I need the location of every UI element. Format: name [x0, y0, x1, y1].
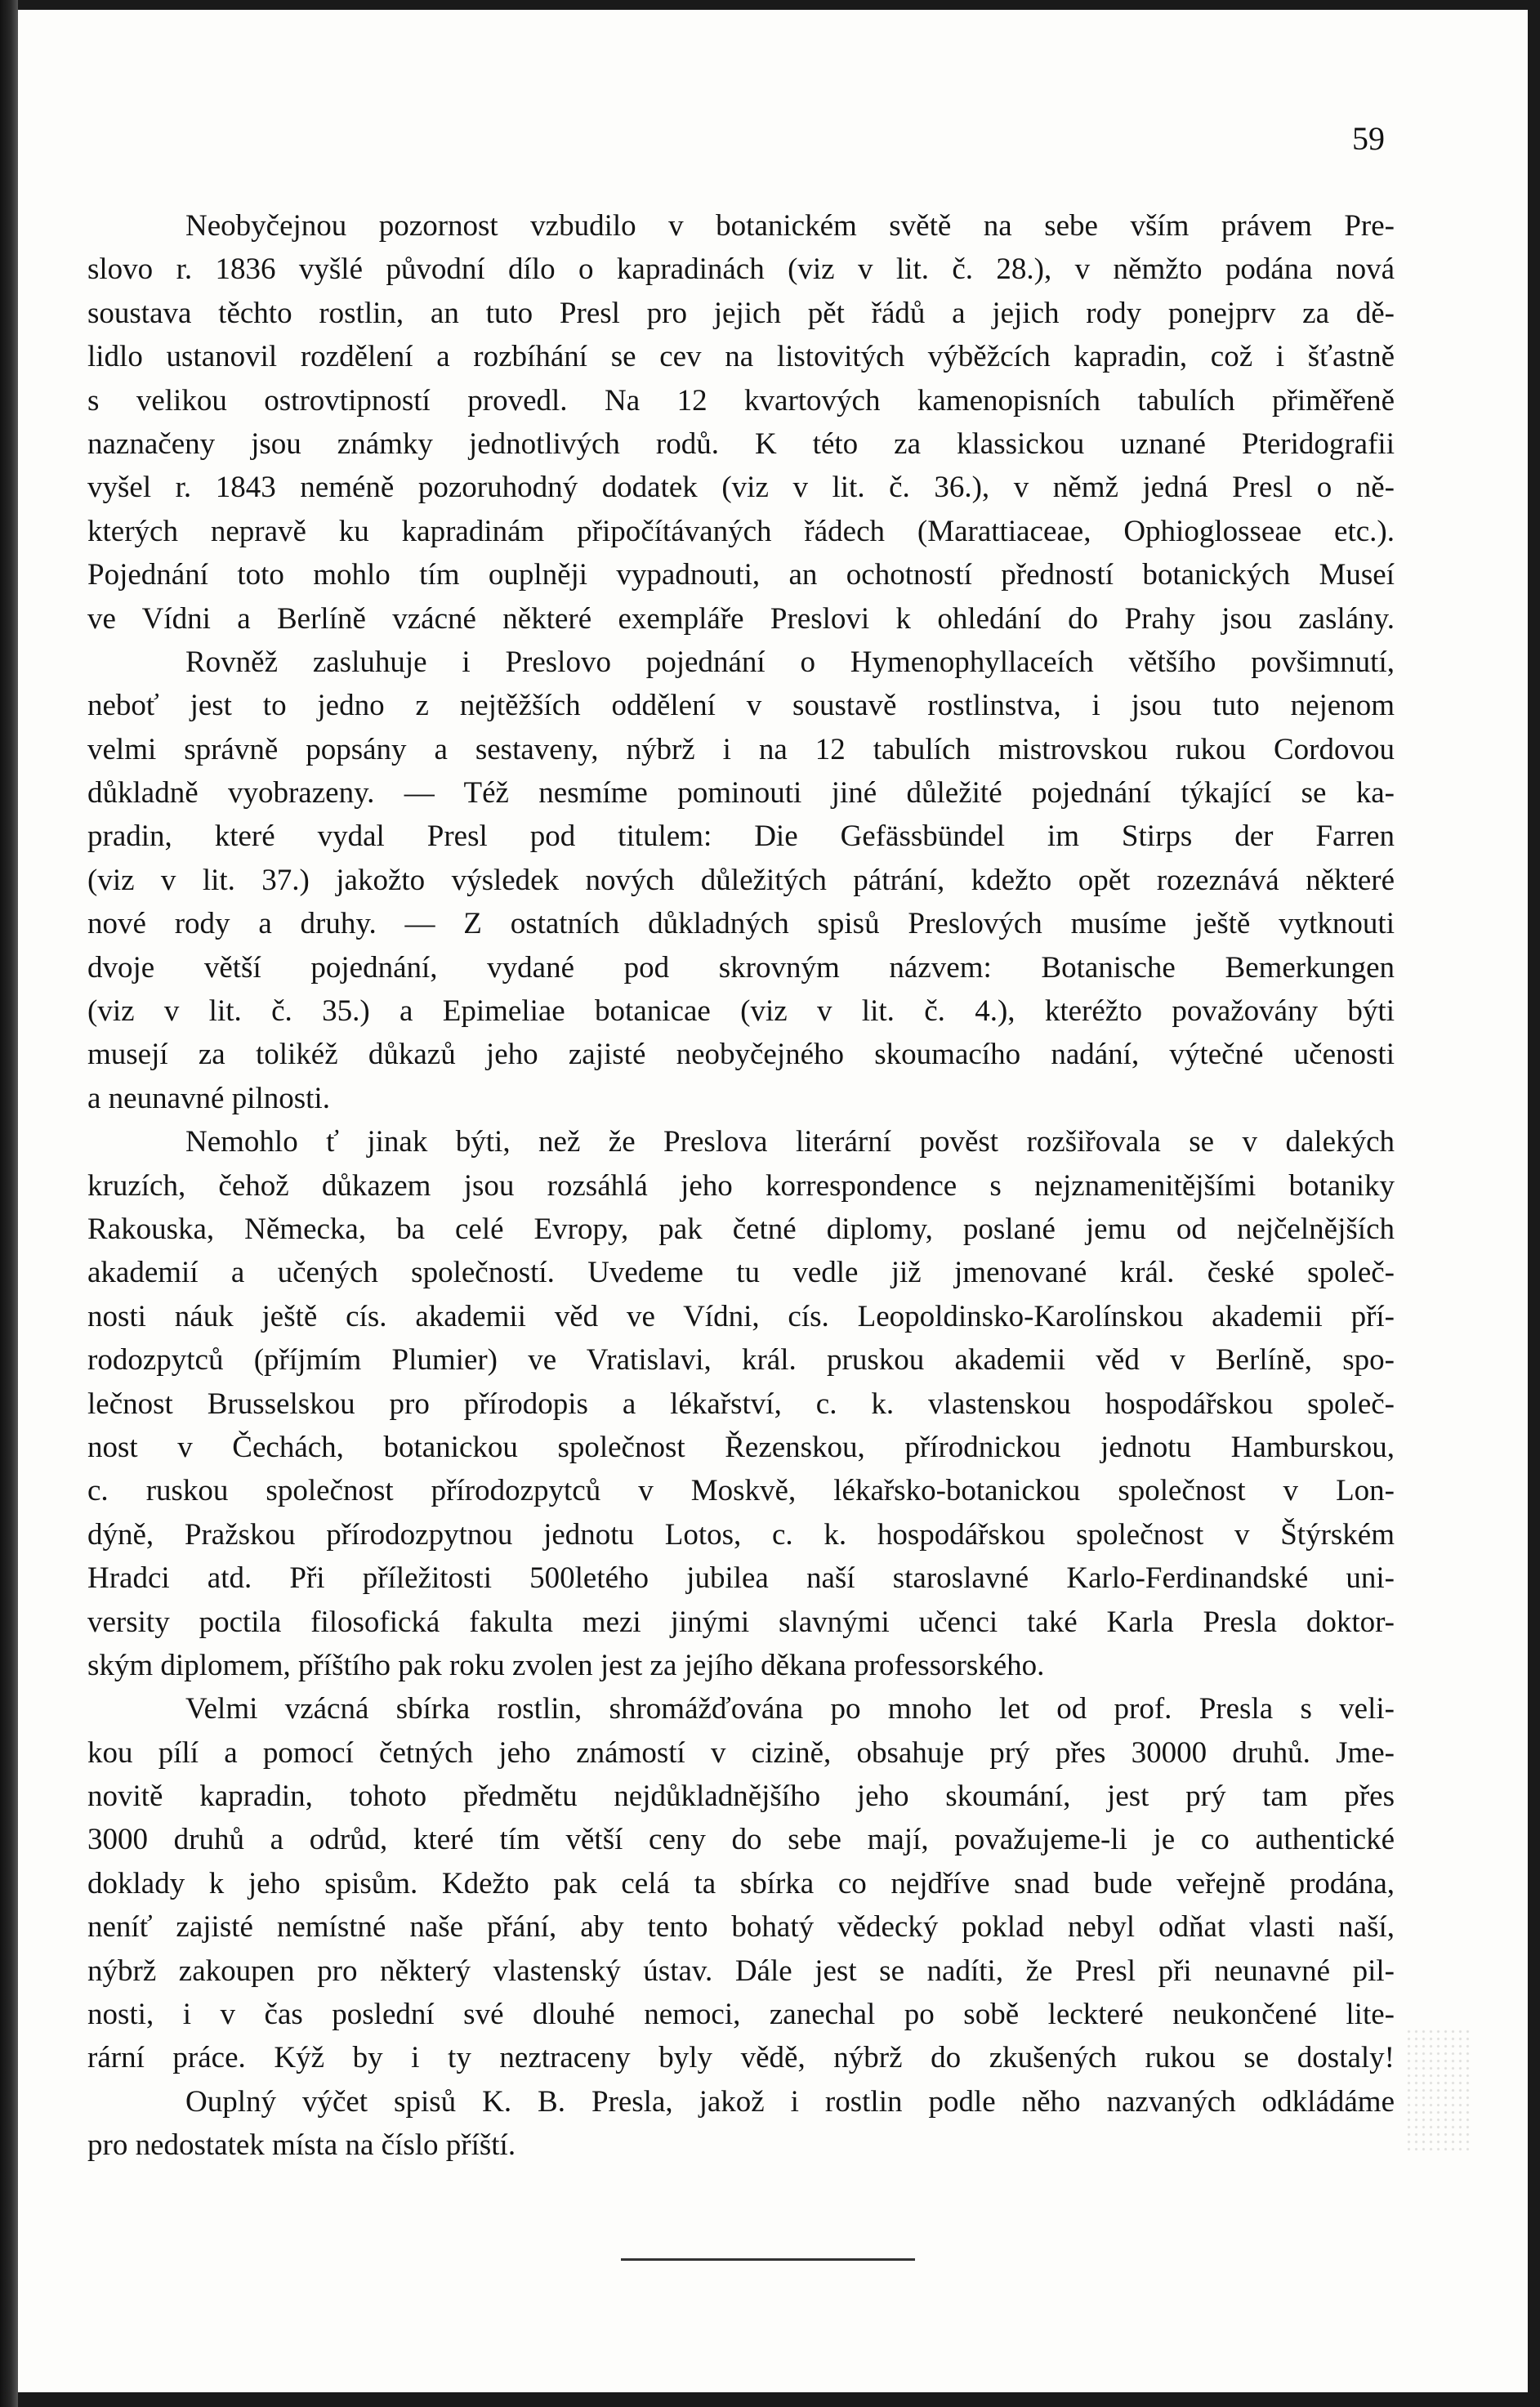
text-line: Nemohlo ť jinak býti, než že Preslova literární pověst rozšiřovala se v dalekých	[185, 1125, 1395, 1159]
text-line: ským diplomem, příštího pak roku zvolen jest za jejího děkana professorského.	[87, 1648, 1045, 1682]
body-text	[87, 204, 1395, 2168]
text-line: pradin, které vydal Presl pod titulem: Die Gefässbündel im Stirps der Farren	[87, 819, 1395, 854]
text-line: rární práce. Kýž by i ty neztraceny byly vědě, nýbrž do zkušených rukou se dostaly!	[87, 2041, 1395, 2075]
text-line: 3000 druhů a odrůd, které tím větší ceny do sebe mají, považujeme-li je co authentické	[87, 1823, 1395, 1857]
text-line: neníť zajisté nemístné naše přání, aby tento bohatý vědecký poklad nebyl odňat vlasti naší,	[87, 1910, 1395, 1945]
text-line: rodozpytců (příjmím Plumier) ve Vratislavi, král. pruskou akademii věd v Berlíně, spo-	[87, 1343, 1395, 1378]
text-line: slovo r. 1836 vyšlé původní dílo o kapradinách (viz v lit. č. 28.), v němžto podána nová	[87, 252, 1395, 287]
text-line: nost v Čechách, botanickou společnost Řezenskou, přírodnickou jednotu Hamburskou,	[87, 1430, 1395, 1464]
text-line: a neunavné pilnosti.	[87, 1081, 330, 1115]
text-line: Rakouska, Německa, ba celé Evropy, pak četné diplomy, poslané jemu od nejčelnějších	[87, 1212, 1395, 1246]
book-binding-edge	[0, 0, 18, 2407]
text-line: Pojednání toto mohlo tím ouplněji vypadnouti, an ochotností předností botanických Museí	[87, 558, 1395, 592]
paper-speckle	[1405, 2028, 1471, 2150]
text-line: vyšel r. 1843 neméně pozoruhodný dodatek (viz v lit. č. 36.), v němž jedná Presl o ně-	[87, 471, 1395, 505]
text-line: velmi správně popsány a sestaveny, nýbrž i na 12 tabulích mistrovskou rukou Cordovou	[87, 732, 1395, 766]
text-line: Velmi vzácná sbírka rostlin, shromážďována po mnoho let od prof. Presla s veli-	[185, 1692, 1395, 1726]
text-line: Rovněž zasluhuje i Preslovo pojednání o Hymenophyllaceích většího povšimnutí,	[185, 645, 1395, 679]
text-line: versity poctila filosofická fakulta mezi jinými slavnými učenci také Karla Presla doktor-	[87, 1605, 1395, 1639]
text-line: musejí za tolikéž důkazů jeho zajisté neobyčejného skoumacího nadání, výtečné učenosti	[87, 1038, 1395, 1072]
text-line: neboť jest to jedno z nejtěžších oddělení v soustavě rostlinstva, i jsou tuto nejenom	[87, 689, 1395, 723]
text-line: doklady k jeho spisům. Kdežto pak celá ta sbírka co nejdříve snad bude veřejně prodána,	[87, 1866, 1395, 1900]
text-line: naznačeny jsou známky jednotlivých rodů. K této za klassickou uznané Pteridografii	[87, 426, 1395, 461]
text-line: Ouplný výčet spisů K. B. Presla, jakož i rostlin podle něho nazvaných odkládáme	[185, 2084, 1395, 2119]
text-line: nosti, i v čas poslední své dlouhé nemoci, zanechal po sobě leckteré neukončené lite-	[87, 1998, 1395, 2032]
text-line: lidlo ustanovil rozdělení a rozbíhání se cev na listovitých výběžcích kapradin, což i šťastně	[87, 340, 1395, 374]
text-line: akademií a učených společností. Uvedeme tu vedle již jmenované král. české společ-	[87, 1256, 1395, 1290]
text-line: (viz v lit. 37.) jakožto výsledek nových důležitých pátrání, kdežto opět rozeznává některé	[87, 863, 1395, 897]
section-end-rule	[621, 2258, 915, 2261]
text-line: ve Vídni a Berlíně vzácné některé exempláře Preslovi k ohledání do Prahy jsou zaslány.	[87, 601, 1395, 636]
text-line: lečnost Brusselskou pro přírodopis a lékařství, c. k. vlastenskou hospodářskou společ-	[87, 1387, 1395, 1421]
text-line: kou pílí a pomocí četných jeho známostí v cizině, obsahuje prý přes 30000 druhů. Jme-	[87, 1735, 1395, 1770]
page-number: 59	[1352, 120, 1385, 157]
text-line: kruzích, čehož důkazem jsou rozsáhlá jeho korrespondence s nejznamenitějšími botaniky	[87, 1168, 1395, 1203]
text-line: kterých nepravě ku kapradinám připočítávaných řádech (Marattiaceae, Ophioglosseae etc.).	[87, 514, 1395, 548]
book-page	[18, 10, 1528, 2392]
text-line: c. ruskou společnost přírodozpytců v Moskvě, lékařsko-botanickou společnost v Lon-	[87, 1474, 1395, 1508]
text-line: důkladně vyobrazeny. — Též nesmíme pominouti jiné důležité pojednání týkající se ka-	[87, 776, 1395, 811]
text-line: soustava těchto rostlin, an tuto Presl pro jejich pět řádů a jejich rody ponejprv za dě-	[87, 296, 1395, 330]
text-line: Neobyčejnou pozornost vzbudilo v botanickém světě na sebe vším právem Pre-	[185, 209, 1395, 243]
text-line: (viz v lit. č. 35.) a Epimeliae botanicae (viz v lit. č. 4.), kteréžto považovány býti	[87, 994, 1395, 1029]
text-line: nýbrž zakoupen pro některý vlastenský ústav. Dále jest se nadíti, že Presl při neunavné pil-	[87, 1954, 1395, 1988]
text-line: dýně, Pražskou přírodozpytnou jednotu Lotos, c. k. hospodářskou společnost v Štýrském	[87, 1517, 1395, 1552]
text-line: Hradci atd. Při příležitosti 500letého jubilea naší staroslavné Karlo-Ferdinandské uni-	[87, 1561, 1395, 1596]
text-line: s velikou ostrovtipností provedl. Na 12 kvartových kamenopisních tabulích přiměřeně	[87, 383, 1395, 418]
text-line: nové rody a druhy. — Z ostatních důkladných spisů Preslových musíme ještě vytknouti	[87, 907, 1395, 941]
text-line: nosti náuk ještě cís. akademii věd ve Vídni, cís. Leopoldinsko-Karolínskou akademii pří-	[87, 1299, 1395, 1333]
text-line: novitě kapradin, tohoto předmětu nejdůkladnějšího jeho skoumání, jest prý tam přes	[87, 1780, 1395, 1814]
text-line: dvoje větší pojednání, vydané pod skrovným názvem: Botanische Bemerkungen	[87, 950, 1395, 985]
text-line: pro nedostatek místa na číslo příští.	[87, 2128, 516, 2163]
